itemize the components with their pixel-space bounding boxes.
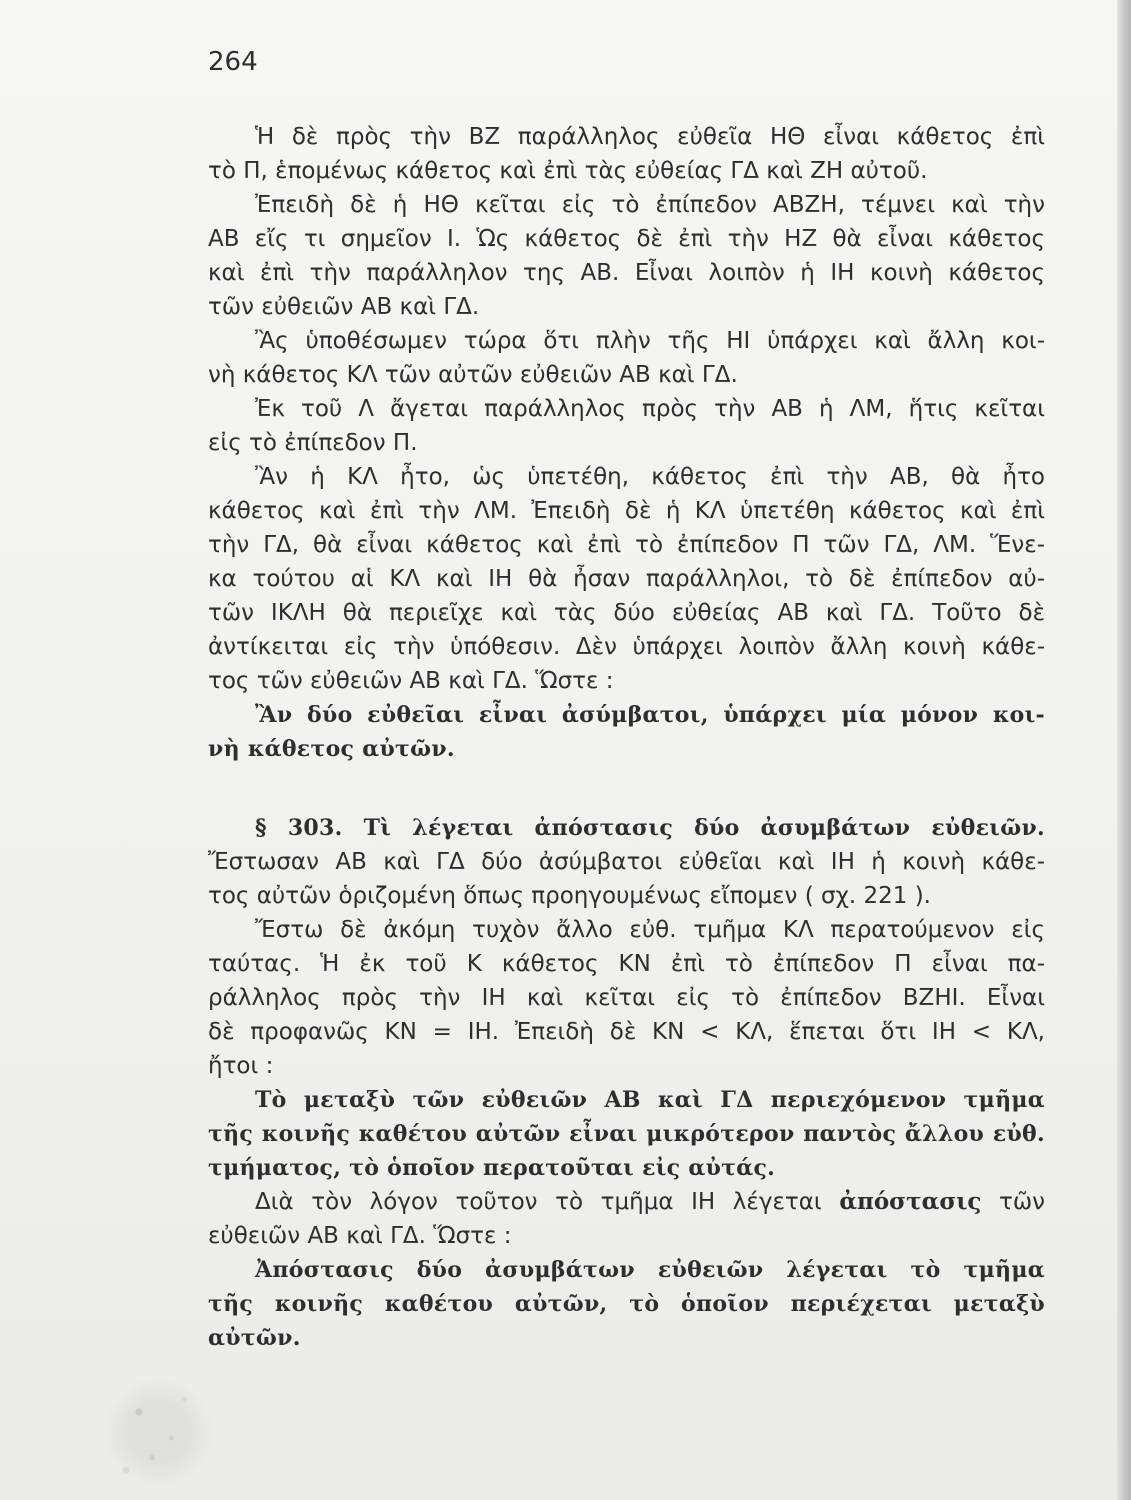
paragraph	[208, 1185, 1045, 1253]
section-heading: § 303. Τὶ λέγεται ἀπόστασις δύο ἀσυμβάτων εὐθειῶν.	[255, 815, 1045, 841]
page-number: 264	[208, 47, 258, 77]
text-line	[208, 1185, 1045, 1219]
text-line: Ἂν ἡ ΚΛ ἦτο, ὡς ὑπετέθη, κάθετος ἐπὶ τὴν ΑΒ, θὰ ἦτο	[255, 464, 1045, 490]
page-text	[208, 120, 1045, 1355]
theorem	[208, 698, 1045, 766]
paragraph	[208, 188, 1045, 324]
paragraph	[208, 913, 1045, 1083]
text-line: Ἡ δὲ πρὸς τὴν ΒΖ παράλληλος εὐθεῖα ΗΘ εἶναι κάθετος ἐπὶ	[255, 124, 1045, 150]
scan-speckles	[100, 1360, 230, 1490]
text-line: τὸ Π, ἑπομένως κάθετος καὶ ἐπὶ τὰς εὐθείας ΓΔ καὶ ΖΗ αὐτοῦ.	[208, 158, 928, 184]
definition-line: Ἀπόστασις δύο ἀσυμβάτων εὐθειῶν λέγεται τὸ τμῆμα	[255, 1257, 1045, 1283]
text-line: δὲ προφανῶς ΚΝ = ΙΗ. Ἐπειδὴ δὲ ΚΝ < ΚΛ, ἕπεται ὅτι ΙΗ < ΚΛ,	[208, 1019, 1045, 1045]
defined-term: ἀπόστασις	[839, 1188, 982, 1215]
text-line: Ἐκ τοῦ Λ ἄγεται παράλληλος πρὸς τὴν ΑΒ ἡ ΛΜ, ἥτις κεῖται	[255, 396, 1045, 422]
definition-line: αὐτῶν.	[208, 1325, 301, 1351]
paragraph	[208, 845, 1045, 913]
paragraph	[208, 460, 1045, 698]
text-line: κάθετος καὶ ἐπὶ τὴν ΛΜ. Ἐπειδὴ δὲ ἡ ΚΛ ὑπετέθη κάθετος καὶ ἐπὶ	[208, 498, 1045, 524]
definition-line: τῆς κοινῆς καθέτου αὐτῶν, τὸ ὁποῖον περιέχεται μεταξὺ	[208, 1291, 1045, 1317]
text-line: κα τούτου αἱ ΚΛ καὶ ΙΗ θὰ ἦσαν παράλληλοι, τὸ δὲ ἐπίπεδον αὐ-	[208, 566, 1045, 592]
text-line: νὴ κάθετος ΚΛ τῶν αὐτῶν εὐθειῶν ΑΒ καὶ ΓΔ.	[208, 362, 738, 388]
text-line: τος αὐτῶν ὁριζομένη ὅπως προηγουμένως εἴπομεν ( σχ. 221 ).	[208, 883, 931, 909]
text-line: εὐθειῶν ΑΒ καὶ ΓΔ. Ὥστε :	[208, 1223, 512, 1249]
theorem-line: νὴ κάθετος αὐτῶν.	[208, 736, 455, 762]
text-line: Ἔστωσαν ΑΒ καὶ ΓΔ δύο ἀσύμβατοι εὐθεῖαι καὶ ΙΗ ἡ κοινὴ κάθε-	[208, 849, 1045, 875]
text-fragment: τῶν	[999, 1189, 1046, 1215]
text-line: ράλληλος πρὸς τὴν ΙΗ καὶ κεῖται εἰς τὸ ἐπίπεδον ΒΖΗΙ. Εἶναι	[208, 985, 1045, 1011]
page-edge-shadow	[1117, 0, 1131, 1500]
text-line: τος τῶν εὐθειῶν ΑΒ καὶ ΓΔ. Ὥστε :	[208, 668, 614, 694]
text-line: τῶν εὐθειῶν ΑΒ καὶ ΓΔ.	[208, 294, 480, 320]
paragraph	[208, 120, 1045, 188]
text-line: Ἐπειδὴ δὲ ἡ ΗΘ κεῖται εἰς τὸ ἐπίπεδον ΑΒΖΗ, τέμνει καὶ τὴν	[255, 192, 1045, 218]
text-line: ταύτας. Ἡ ἐκ τοῦ Κ κάθετος ΚΝ ἐπὶ τὸ ἐπίπεδον Π εἶναι πα-	[208, 951, 1045, 977]
theorem-line: τμήματος, τὸ ὁποῖον περατοῦται εἰς αὐτάς.	[208, 1155, 776, 1181]
text-line: ἀντίκειται εἰς τὴν ὑπόθεσιν. Δὲν ὑπάρχει λοιπὸν ἄλλη κοινὴ κάθε-	[208, 634, 1045, 660]
text-line: καὶ ἐπὶ τὴν παράλληλον της ΑΒ. Εἶναι λοιπὸν ἡ ΙΗ κοινὴ κάθετος	[208, 260, 1045, 286]
paragraph	[208, 392, 1045, 460]
text-line: ΑΒ εἴς τι σημεῖον Ι. Ὡς κάθετος δὲ ἐπὶ τὴν ΗΖ θὰ εἶναι κάθετος	[208, 226, 1045, 252]
paragraph	[208, 324, 1045, 392]
theorem-line: Τὸ μεταξὺ τῶν εὐθειῶν ΑΒ καὶ ΓΔ περιεχόμενον τμῆμα	[255, 1087, 1045, 1113]
text-line: εἰς τὸ ἐπίπεδον Π.	[208, 430, 418, 456]
text-line: τῶν ΙΚΛΗ θὰ περιεῖχε καὶ τὰς δύο εὐθείας ΑΒ καὶ ΓΔ. Τοῦτο δὲ	[208, 600, 1045, 626]
text-line: ἤτοι :	[208, 1053, 274, 1079]
definition	[208, 1253, 1045, 1355]
text-line: Ἔστω δὲ ἀκόμη τυχὸν ἄλλο εὐθ. τμῆμα ΚΛ περατούμενον εἰς	[255, 917, 1045, 943]
theorem-line: τῆς κοινῆς καθέτου αὐτῶν εἶναι μικρότερον παντὸς ἄλλου εὐθ.	[208, 1121, 1045, 1147]
text-line: Ἂς ὑποθέσωμεν τώρα ὅτι πλὴν τῆς ΗΙ ὑπάρχει καὶ ἄλλη κοι-	[255, 328, 1045, 354]
text-fragment: Διὰ τὸν λόγον τοῦτον τὸ τμῆμα ΙΗ λέγεται	[255, 1189, 822, 1215]
theorem	[208, 1083, 1045, 1185]
theorem-line: Ἂν δύο εὐθεῖαι εἶναι ἀσύμβατοι, ὑπάρχει μία μόνον κοι-	[255, 702, 1045, 728]
text-line: τὴν ΓΔ, θὰ εἶναι κάθετος καὶ ἐπὶ τὸ ἐπίπεδον Π τῶν ΓΔ, ΛΜ. Ἕνε-	[208, 532, 1045, 558]
